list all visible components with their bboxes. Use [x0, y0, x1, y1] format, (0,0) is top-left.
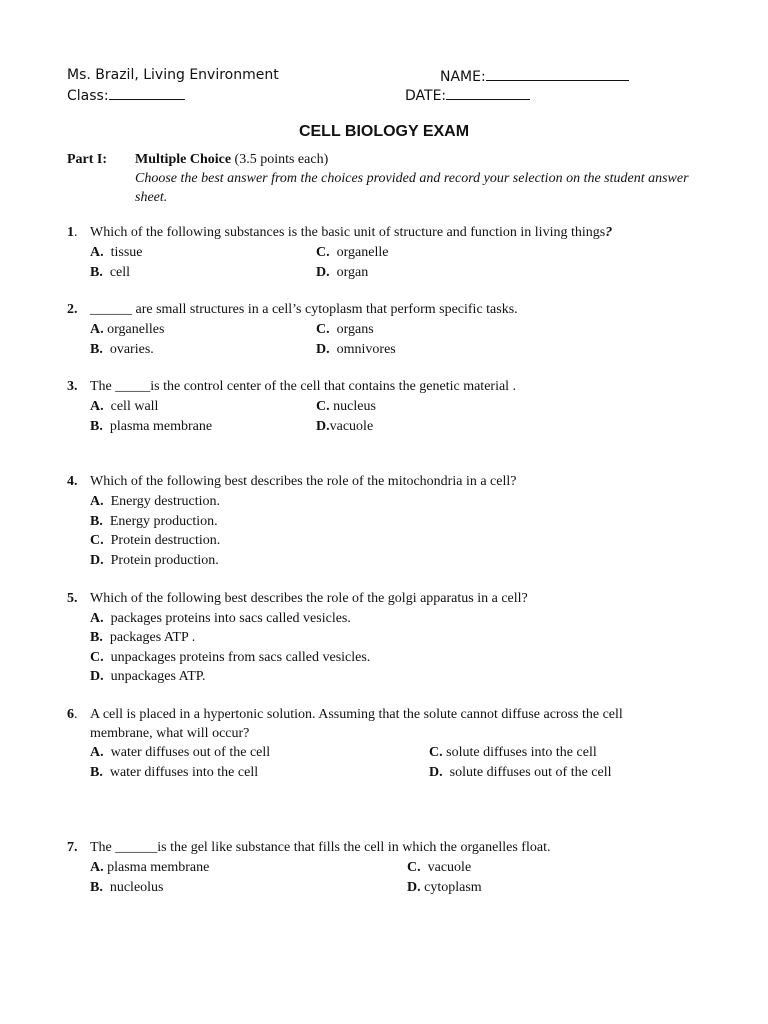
part-heading-title: Multiple Choice	[135, 152, 232, 167]
class-label: Class:	[67, 88, 109, 104]
option-a: A. Energy destruction.	[90, 494, 221, 509]
question-text: The ______is the gel like substance that fills the cell in which the organelles float.	[90, 840, 551, 855]
class-field	[67, 86, 185, 104]
date-field	[405, 86, 530, 104]
exam-title: CELL BIOLOGY EXAM	[298, 123, 470, 140]
option-c: C. solute diffuses into the cell	[429, 745, 597, 760]
part-points: (3.5 points each)	[234, 152, 329, 167]
option-c: C. organs	[316, 322, 374, 337]
option-b: B. nucleolus	[90, 880, 164, 895]
option-d: D. solute diffuses out of the cell	[429, 765, 612, 780]
question-number: 5.	[67, 591, 78, 606]
name-label: NAME:	[440, 69, 486, 85]
question-text: ______ are small structures in a cell’s cytoplasm that perform specific tasks.	[90, 302, 518, 317]
option-d: D. omnivores	[316, 342, 396, 357]
question-text: The _____is the control center of the cell that contains the genetic material .	[90, 379, 517, 394]
question-text: Which of the following best describes the role of the mitochondria in a cell?	[90, 474, 517, 489]
option-d: D. organ	[316, 265, 369, 280]
option-a: A. organelles	[90, 322, 165, 337]
name-field	[440, 67, 629, 85]
option-d: D. cytoplasm	[407, 880, 482, 895]
option-d: D. unpackages ATP.	[90, 669, 206, 684]
question-number: 4.	[67, 474, 78, 489]
option-b: B. plasma membrane	[90, 419, 213, 434]
question-text: A cell is placed in a hypertonic solution. Assuming that the solute cannot diffuse across the cell	[90, 707, 623, 722]
part-instructions: Choose the best answer from the choices provided and record your selection on the student answer sheet.	[135, 171, 689, 205]
option-c: C. vacuole	[407, 860, 472, 875]
option-d: D. Protein production.	[90, 553, 219, 568]
question-text: Which of the following best describes the role of the golgi apparatus in a cell?	[90, 591, 528, 606]
option-c: C. organelle	[316, 245, 389, 260]
class-blank	[109, 86, 185, 100]
option-a: A. tissue	[90, 245, 143, 260]
question-number: 7.	[67, 840, 78, 855]
option-a: A. plasma membrane	[90, 860, 210, 875]
question-text-line-2: membrane, what will occur?	[90, 726, 250, 741]
option-b: B. cell	[90, 265, 131, 280]
option-b: B. Energy production.	[90, 514, 218, 529]
option-b: B. water diffuses into the cell	[90, 765, 259, 780]
question-number: 6.	[67, 707, 78, 722]
option-c: C. unpackages proteins from sacs called vesicles.	[90, 650, 371, 665]
question-text: Which of the following substances is the basic unit of structure and function in living things?	[90, 225, 613, 240]
part-label: Part I:	[67, 152, 108, 167]
option-a: A. packages proteins into sacs called vesicles.	[90, 611, 351, 626]
date-label: DATE:	[405, 88, 447, 104]
name-blank	[486, 67, 629, 81]
option-a: A. cell wall	[90, 399, 159, 414]
question-number: 2.	[67, 302, 78, 317]
date-blank	[446, 86, 530, 100]
option-d: D.vacuole	[316, 419, 374, 434]
option-b: B. packages ATP .	[90, 630, 196, 645]
option-c: C. Protein destruction.	[90, 533, 221, 548]
option-b: B. ovaries.	[90, 342, 154, 357]
question-number: 3.	[67, 379, 78, 394]
part-heading	[135, 150, 328, 169]
option-a: A. water diffuses out of the cell	[90, 745, 271, 760]
teacher-course-label: Ms. Brazil, Living Environment	[67, 67, 279, 83]
question-number: 1.	[67, 225, 78, 240]
option-c: C. nucleus	[316, 399, 376, 414]
